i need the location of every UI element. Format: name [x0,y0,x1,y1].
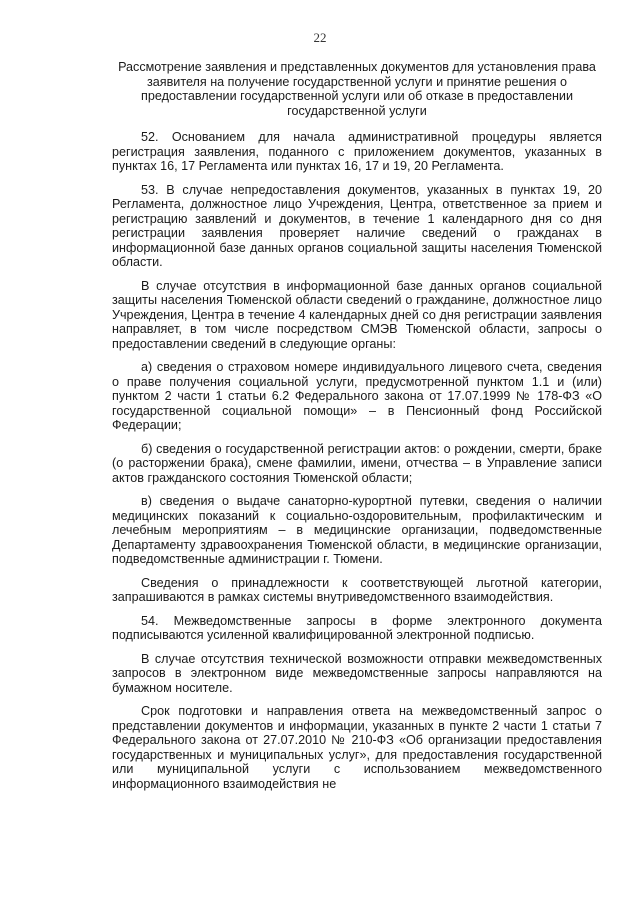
paragraph-53: 53. В случае непредоставления документов, указанных в пунктах 19, 20 Регламента, должностное лицо Учреждения, Центра, ответственное за прием и регистрацию заявлений и документов, в течение 1 календарного дня со дня регистрации заявления проверяет наличие сведений о гражданах в информационной базе данных органов социальной защиты населения Тюменской области. [112,182,602,269]
paragraph-54: 54. Межведомственные запросы в форме электронного документа подписываются усиленной квалифицированной электронной подписью. [112,613,602,642]
paragraph-52: 52. Основанием для начала административной процедуры является регистрация заявления, поданного с приложением документов, указанных в пунктах 16, 17 Регламента или пунктах 16, 17 и 19, 20 Регламента. [112,130,602,173]
list-item-a: а) сведения о страховом номере индивидуального лицевого счета, сведения о праве получения социальной услуги, предусмотренной пунктом 1.1 и (или) пунктом 2 части 1 статьи 6.2 Федерального закона от 17.07.1999 № 178-ФЗ «О государственной социальной помощи» – в Пенсионный фонд Российской Федерации; [112,360,602,432]
paragraph-category: Сведения о принадлежности к соответствующей льготной категории, запрашиваются в рамках системы внутриведомственного взаимодействия. [112,575,602,604]
paragraph-deadline: Срок подготовки и направления ответа на межведомственный запрос о представлении документов и информации, указанных в пункте 2 части 1 статьи 7 Федерального закона от 27.07.2010 № 210-ФЗ «Об организации предоставления государственных и муниципальных услуг», для предоставления государственной или муниципальной услуги с использованием межведомственного информационного взаимодействия не [112,704,602,791]
section-heading: Рассмотрение заявления и представленных документов для установления права заявителя на получение государственной услуги и принятие решения о предоставлении государственной услуги или об отказе в предоставлении государственной услуги [118,60,596,118]
document-body [112,60,602,800]
page-number: 22 [313,30,327,45]
paragraph-paper: В случае отсутствия технической возможности отправки межведомственных запросов в электронном виде межведомственные запросы направляются на бумажном носителе. [112,651,602,695]
list-item-b: б) сведения о государственной регистрации актов: о рождении, смерти, браке (о расторжении брака), смене фамилии, имени, отчества – в Управление записи актов гражданского состояния Тюменской области; [112,441,602,485]
list-item-c: в) сведения о выдаче санаторно-курортной путевки, сведения о наличии медицинских показаний к социально-оздоровительным, профилактическим и лечебным мероприятиям – в медицинские организации, подведомственные Департаменту здравоохранения Тюменской области, в медицинские организации, подведомственные администрации г. Тюмени. [112,494,602,566]
paragraph-requests: В случае отсутствия в информационной базе данных органов социальной защиты населения Тюменской области сведений о гражданине, должностное лицо Учреждения, Центра в течение 4 календарных дней со дня регистрации заявления направляет, в том числе посредством СМЭВ Тюменской области, запросы о предоставлении сведений в следующие органы: [112,278,602,351]
